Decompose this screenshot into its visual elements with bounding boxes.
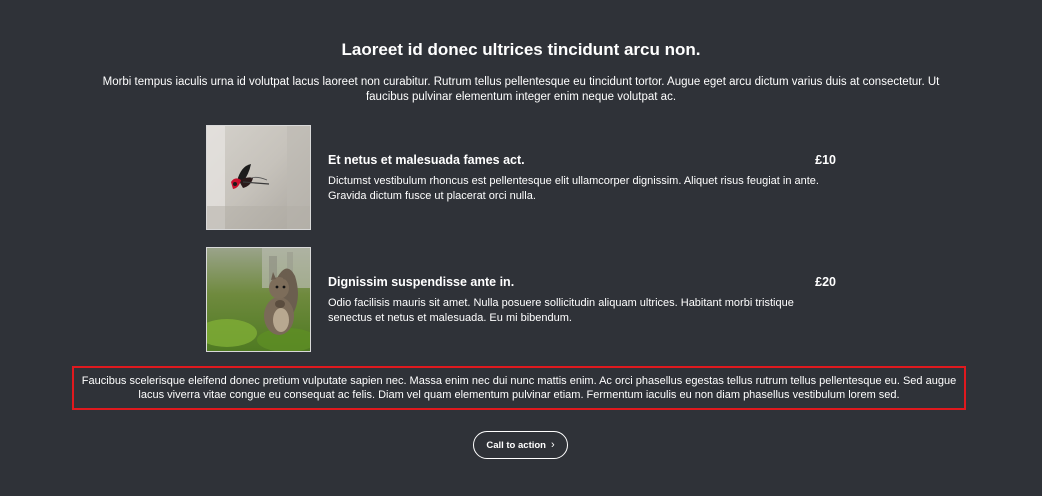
butterfly-photo — [206, 125, 311, 230]
item-title: Dignissim suspendisse ante in. — [328, 275, 515, 289]
item-price: £20 — [815, 275, 836, 289]
page-title: Laoreet id donec ultrices tincidunt arcu non. — [341, 40, 701, 59]
call-to-action-label: Call to action — [486, 439, 546, 451]
highlighted-footer-text — [72, 366, 966, 410]
intro-paragraph: Morbi tempus iaculis urna id volutpat lacus laoreet non curabitur. Rutrum tellus pellentesque eu tincidunt tortor. Augue eget arcu dictum varius duis at consectetur. Ut faucibus pulvinar elementum integer enim neque volutpat ac. — [102, 76, 940, 103]
item-price: £10 — [815, 153, 836, 167]
menu-item-2 — [206, 247, 836, 353]
item-description: Dictumst vestibulum rhoncus est pellentesque elit ullamcorper dignissim. Aliquet risus feugiat in ante. Gravida dictum fusce ut placerat orci nulla. — [328, 175, 819, 202]
squirrel-photo — [206, 247, 311, 352]
call-to-action-button[interactable] — [473, 431, 568, 459]
menu-item-1 — [206, 125, 836, 231]
footer-paragraph: Faucibus scelerisque eleifend donec pretium vulputate sapien nec. Massa enim nec dui nunc mattis enim. Ac orci phasellus egestas tellus rutrum tellus pellentesque eu. Sed augue lacus viverra vitae congue eu consequat ac felis. Diam vel quam elementum pulvinar etiam. Fermentum iaculis eu non diam phasellus vestibulum lorem sed. — [81, 375, 957, 401]
item-description: Odio facilisis mauris sit amet. Nulla posuere sollicitudin aliquam ultrices. Habitant morbi tristique senectus et netus et malesuada. Eu mi bibendum. — [328, 297, 794, 324]
chevron-right-icon: › — [550, 438, 555, 451]
item-title: Et netus et malesuada fames act. — [328, 153, 525, 167]
